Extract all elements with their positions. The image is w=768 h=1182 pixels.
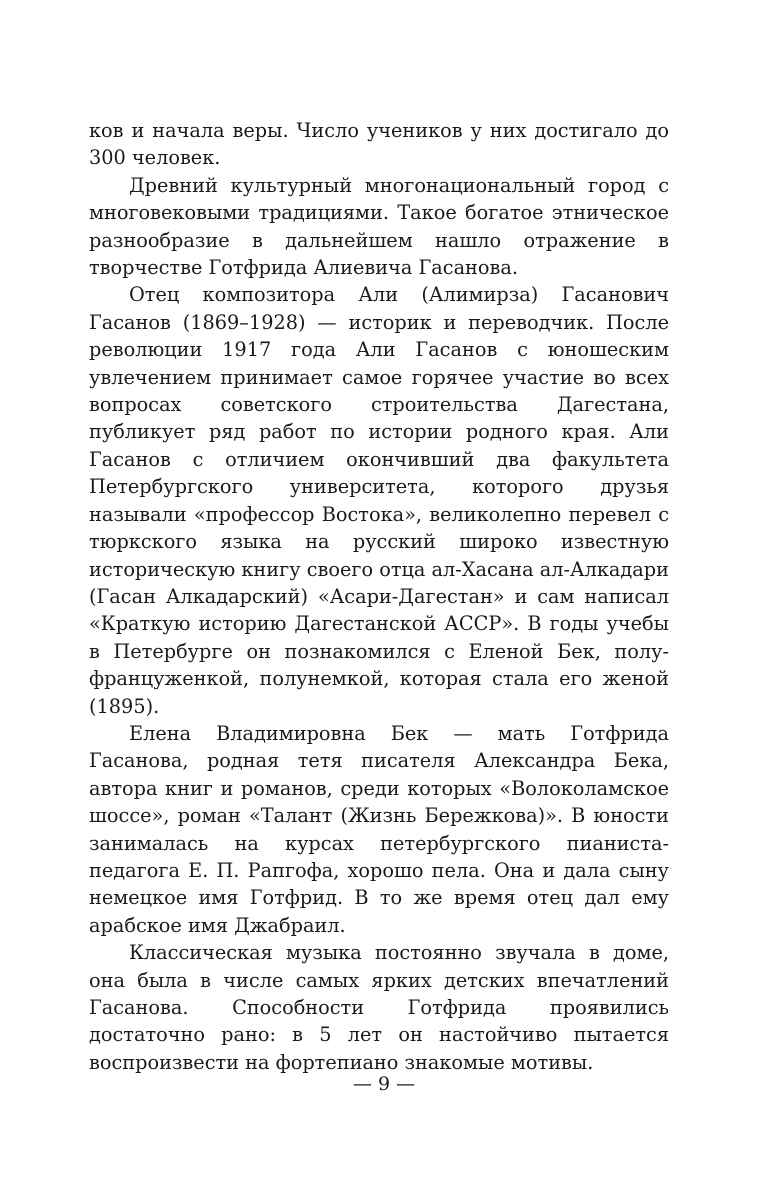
paragraph-4: Елена Владимировна Бек — мать Готфрида Гасанова, родная тетя писателя Александра Бека, автора книг и романов, среди которых «Волоколамское шоссе», роман «Талант (Жизнь Бережкова)». В юности занималась на курсах петербургского пианиста-педагога Е. П. Рапгофа, хорошо пела. Она и дала сыну немецкое имя Готфрид. В то же время отец дал ему арабское имя Джабраил. [89,721,669,937]
paragraph-2: Древний культурный многонациональный город с многовековыми традициями. Такое богатое этническое разнообразие в дальнейшем нашло отражение в творчестве Готфрида Алиевича Гасанова. [89,173,669,280]
body-text [89,117,669,1076]
paragraph-3: Отец композитора Али (Алимирза) Гасанович Гасанов (1869–1928) — историк и переводчик. После революции 1917 года Али Гасанов с юношеским увлечением принимает самое горячее участие во всех вопросах советского строительства Дагестана, публикует ряд работ по истории родного края. Али Гасанов с отличием окончивший два факультета Петербургского университета, которого друзья называли «профессор Востока», великолепно перевел с тюркского языка на русский широко известную историческую книгу своего отца ал-Хасана ал-Алкадари (Гасан Алкадарский) «Асари-Дагестан» и сам написал «Краткую историю Дагестанской АССР». В годы учебы в Петербурге он познакомился с Еленой Бек, полу-француженкой, полунемкой, которая стала его женой (1895). [89,283,669,718]
paragraph-5: Классическая музыка постоянно звучала в доме, она была в числе самых ярких детских впечатлений Гасанова. Способности Готфрида проявились достаточно рано: в 5 лет он настойчиво пытается воспроизвести на фортепиано знакомые мотивы. [89,941,669,1074]
page-number: — 9 — [352,1073,416,1095]
paragraph-1: ков и начала веры. Число учеников у них достигало до 300 человек. [89,119,669,170]
